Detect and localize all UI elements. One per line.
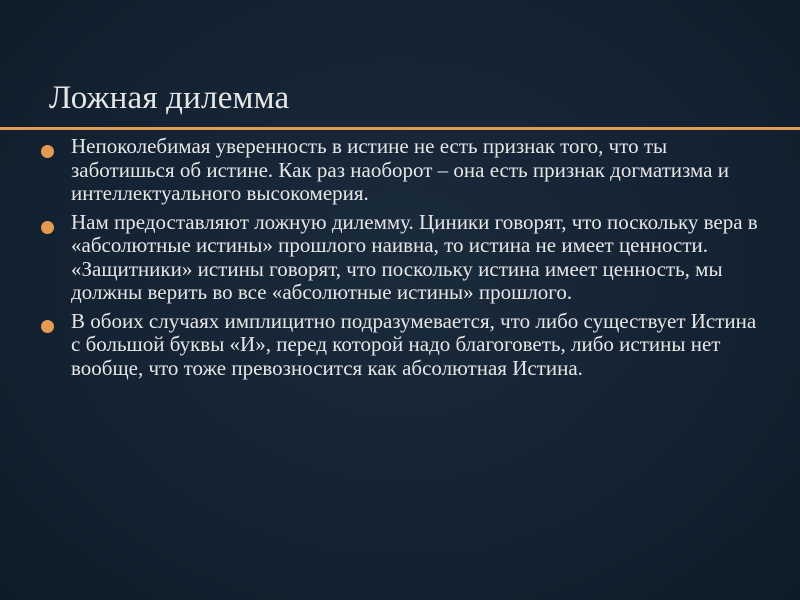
bullet-list: [38, 135, 758, 385]
bullet-text: Нам предоставляют ложную дилемму. Циники говорят, что поскольку вера в «абсолютные истины» прошлого наивна, то истина не имеет ценности. «Защитники» истины говорят, что поскольку истина имеет ценность, мы должны верить во все «абсолютные истины» прошлого.: [71, 209, 758, 304]
bullet-item-1: [38, 135, 758, 206]
title-divider: [0, 127, 800, 130]
bullet-dot-icon: [41, 320, 54, 333]
bullet-dot-icon: [41, 221, 54, 234]
bullet-item-3: [38, 310, 758, 381]
slide-title: Ложная дилемма: [49, 80, 290, 116]
bullet-text: В обоих случаях имплицитно подразумевается, что либо существует Истина с большой буквы «И», перед которой надо благоговеть, либо истины нет вообще, что тоже превозносится как абсолютная Истина.: [71, 308, 757, 380]
bullet-text: Непоколебимая уверенность в истине не есть признак того, что ты заботишься об истине. Как раз наоборот – она есть признак догматизма и интеллектуального высокомерия.: [71, 134, 729, 205]
bullet-item-2: [38, 211, 758, 305]
bullet-dot-icon: [41, 145, 54, 158]
